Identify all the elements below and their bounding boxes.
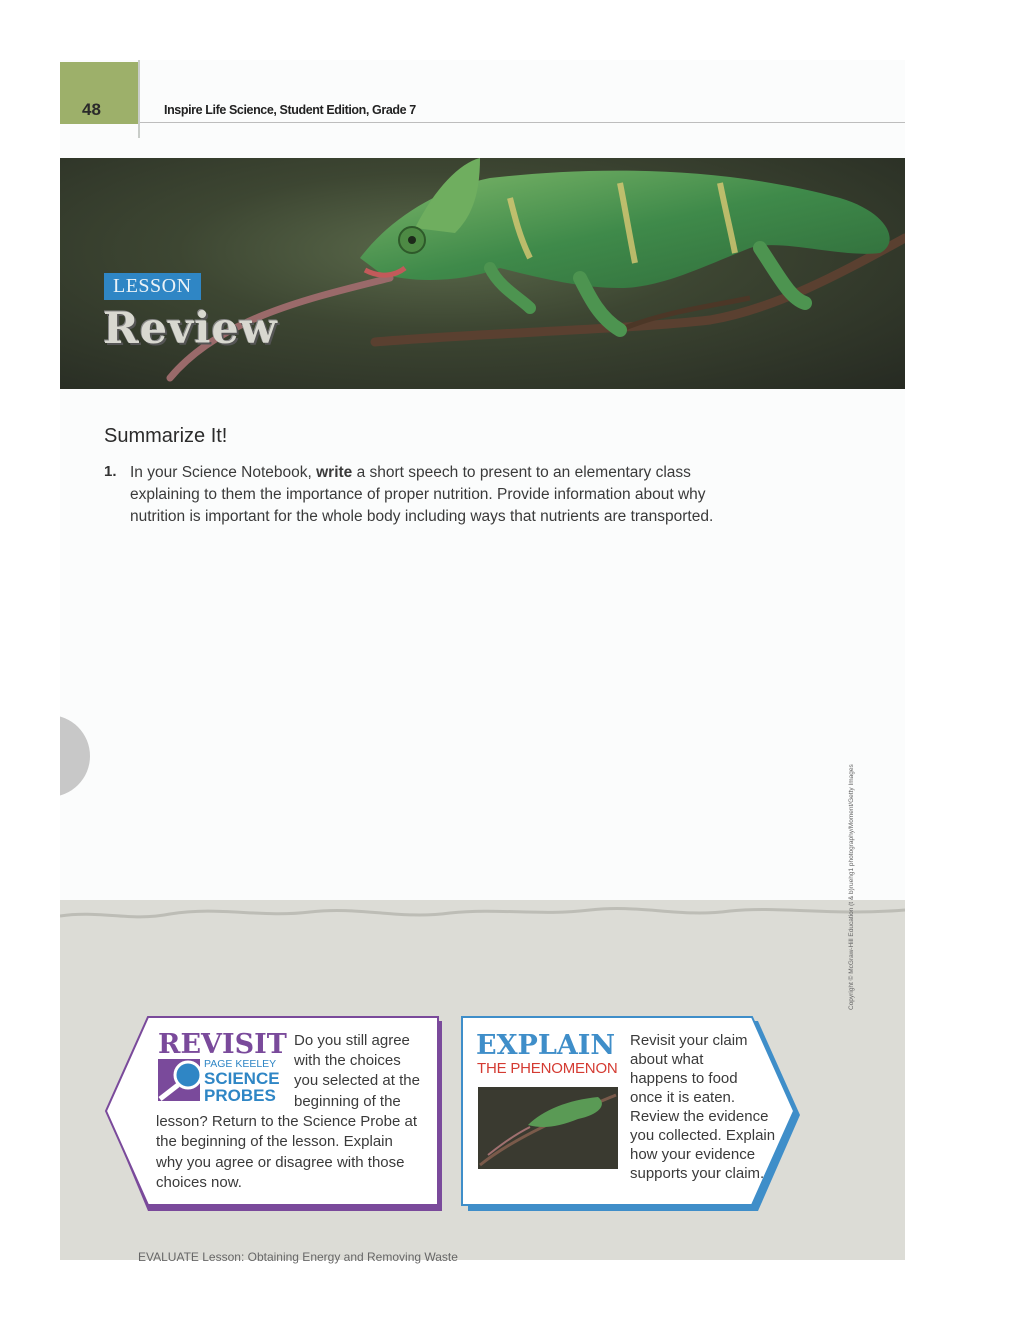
side-tab [60,715,90,797]
header-rule [140,122,905,123]
explain-title: EXPLAIN [476,1030,616,1061]
explain-subtitle: THE PHENOMENON [477,1060,618,1077]
explain-text-line: Revisit your claim [630,1032,748,1049]
page-footer: EVALUATE Lesson: Obtaining Energy and Removing Waste [138,1250,458,1264]
revisit-text-line: why you agree or disagree with those [156,1154,405,1171]
revisit-text-line: the beginning of the lesson. Explain [156,1133,393,1150]
revisit-title: REVISIT [158,1029,287,1060]
probes-label-line1: PAGE KEELEY [204,1058,277,1070]
probes-label-line2: SCIENCE [204,1069,280,1088]
page-number: 48 [82,100,101,119]
revisit-text-line: with the choices [294,1052,401,1069]
copyright-notice: Copyright © McGraw-Hill Education (t & b)ruehg1 photography/Moment/Getty Images [848,764,855,1010]
question-text [130,462,740,528]
explain-text-line: once it is eaten. [630,1089,736,1106]
header-divider [138,60,140,138]
question-text-bold: write [316,464,353,481]
question-text-part: In your Science Notebook, [130,464,317,481]
lesson-label: LESSON [104,273,201,300]
probes-label-line3: PROBES [204,1086,276,1105]
revisit-text-line: you selected at the [294,1072,420,1089]
lesson-review-banner [60,158,905,389]
revisit-text-line: Do you still agree [294,1032,410,1049]
explain-text-line: supports your claim. [630,1165,765,1182]
explain-text-line: you collected. Explain [630,1127,776,1144]
summarize-heading: Summarize It! [104,425,228,447]
explain-text-line: Review the evidence [630,1108,769,1125]
question-number: 1. [104,463,117,480]
revisit-text-line: choices now. [156,1174,242,1191]
torn-paper-edge [60,880,905,940]
book-title: Inspire Life Science, Student Edition, Grade 7 [164,103,416,117]
explain-text-line: how your evidence [630,1146,756,1163]
review-title: Review [103,304,278,354]
revisit-text-line: beginning of the [294,1093,401,1110]
revisit-text-line: lesson? Return to the Science Probe at [156,1113,417,1130]
question-text-part: a short speech to present to an elementary class explaining to them the importance of proper nutrition. Provide information about why nutrition is important for the whole body including ways that nutrients are transported. [130,464,714,525]
explain-text-line: happens to food [630,1070,738,1087]
explain-text-line: about what [630,1051,704,1068]
